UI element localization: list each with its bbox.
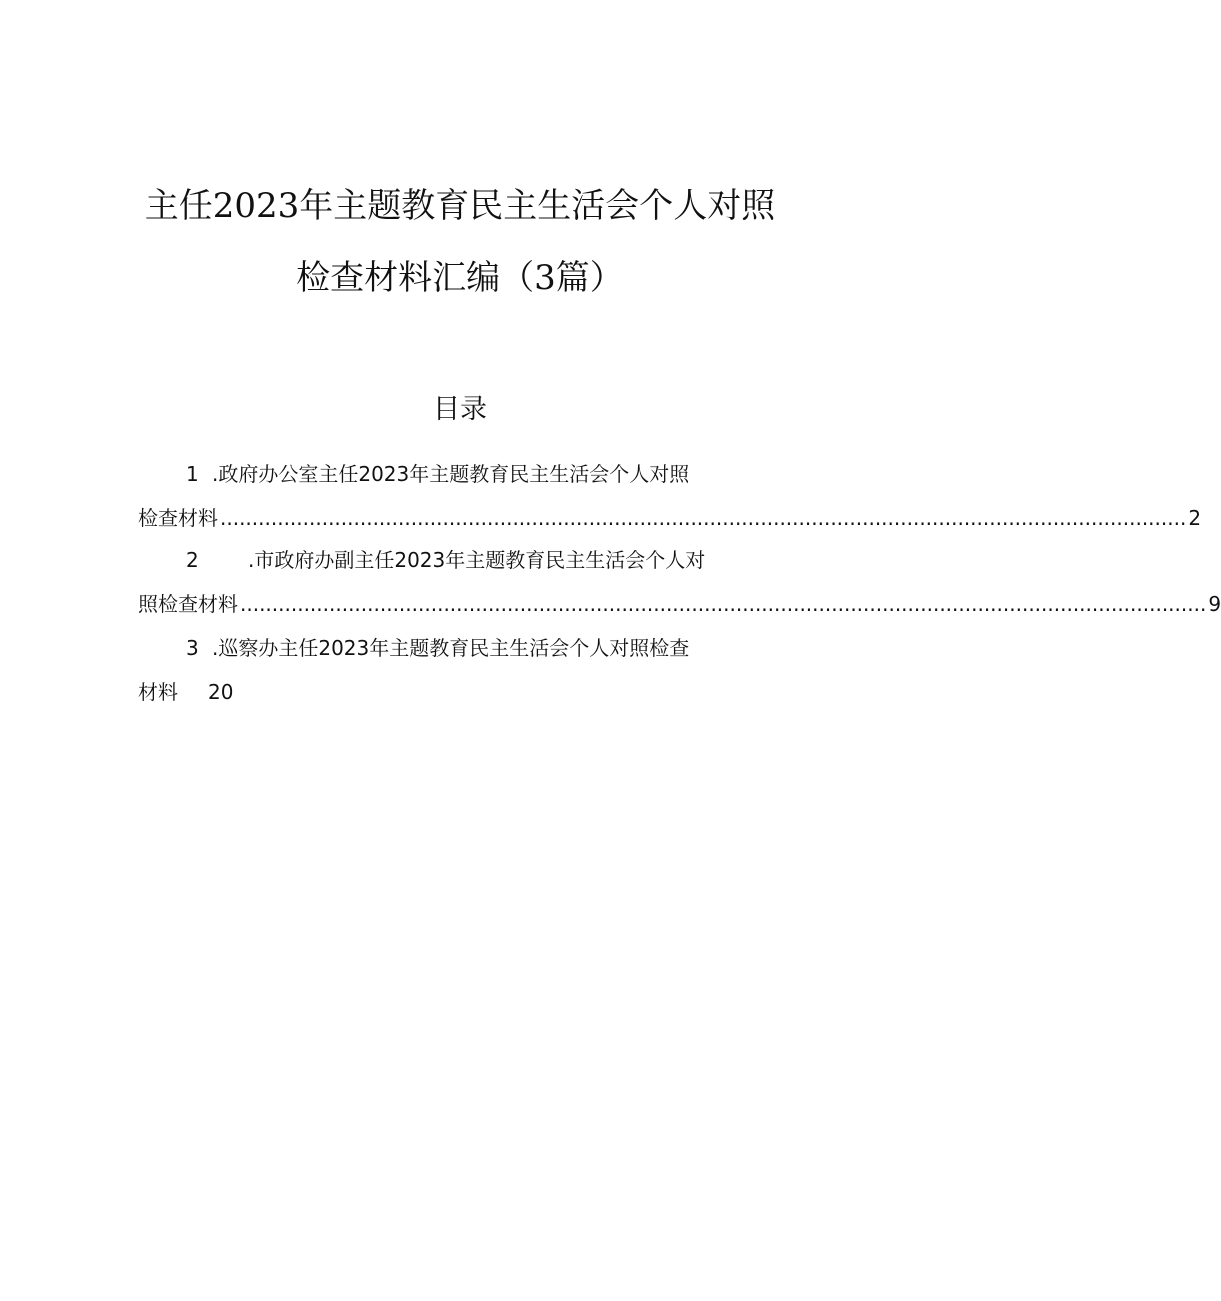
toc-page-number: 20	[208, 680, 234, 704]
toc-entry-number: 1	[186, 462, 199, 486]
toc-entry-number: 3	[186, 636, 199, 660]
toc-heading: 目录	[433, 394, 487, 425]
toc-entry-2-line-1[interactable]	[138, 544, 784, 576]
toc-dot-leader: ........................................................................................................................................................	[220, 506, 1187, 530]
document-title-line-2: 检查材料汇编（3篇）	[296, 258, 624, 298]
toc-entry-2-line-2[interactable]	[138, 588, 1221, 620]
toc-entry-title: .巡察办主任2023年主题教育民主生活会个人对照检查	[212, 636, 690, 660]
toc-entry-1-line-2[interactable]	[138, 502, 1202, 534]
toc-entry-number: 2	[186, 548, 199, 572]
toc-dot-leader: ........................................................................................................................................................	[240, 592, 1207, 616]
toc-entry-1-line-1[interactable]	[138, 458, 784, 490]
toc-entry-title-continued: 照检查材料	[138, 592, 238, 616]
toc-entry-3-line-1[interactable]	[138, 632, 784, 664]
toc-page-number: 9	[1208, 592, 1221, 616]
toc-entry-title: .市政府办副主任2023年主题教育民主生活会个人对	[248, 548, 706, 572]
toc-page-number: 2	[1188, 506, 1202, 530]
toc-entry-title-continued: 材料	[138, 680, 178, 704]
toc-entry-title-continued: 检查材料	[138, 506, 218, 530]
toc-entry-3-line-2[interactable]	[138, 676, 784, 708]
toc-entry-title: .政府办公室主任2023年主题教育民主生活会个人对照	[212, 462, 690, 486]
document-title-line-1: 主任2023年主题教育民主生活会个人对照	[144, 186, 776, 226]
